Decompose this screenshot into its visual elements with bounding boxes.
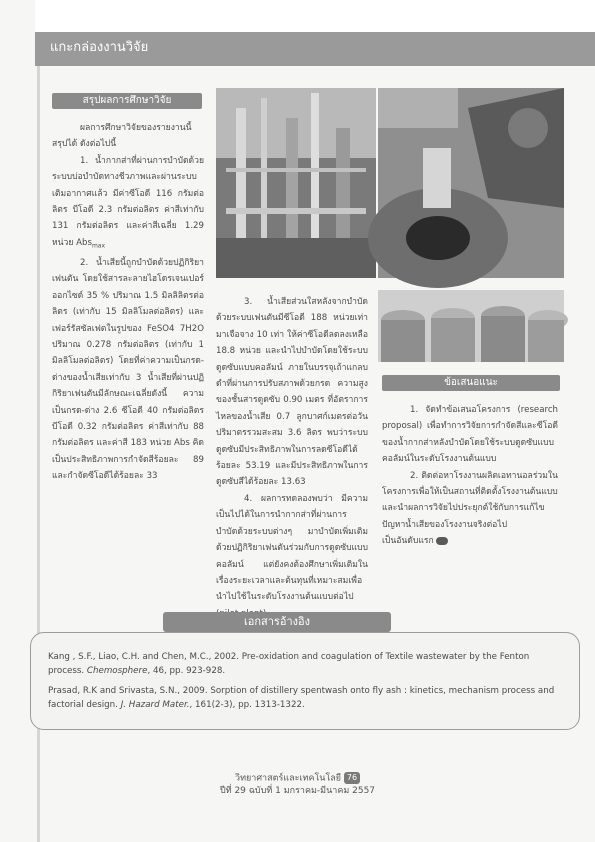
lab-photo — [216, 88, 376, 278]
recommend-end: เป็นอันดับแรก — [382, 533, 558, 549]
summary-point-2: 2. น้ำเสียนี้ถูกบำบัดด้วยปฏิกิริยาเฟนตัน โดยใช้สารละลายไฮโดรเจนเปอร์ออกไซด์ 35 % ปริมาณ 1.5 มิลลิลิตรต่อลิตร (เท่ากับ 15 มิลลิโมลต่อลิตร) และเฟอร์รัสซัลเฟตในรูปของ FeSO4 7H2O ปริมาณ 0.278 กรัมต่อลิตร (เท่ากับ 1 มิลลิโมลต่อลิตร) โดยที่ค่าความเป็นกรด-ด่างของน้ำเสียเท่ากับ 3 น้ำเสียที่ผ่านปฏิกิริยาเฟนตันมีลักษณะเฉลี่ยดังนี้ ความเป็นกรด-ด่าง 2.6 ซีโอดี 40 กรัมต่อลิตร บีโอดี 0.32 กรัมต่อลิตร ค่าสีเท่ากับ 88 กรัมต่อลิตร และค่าสี 183 หน่วย Abs คิดเป็นประสิทธิภาพการกำจัดสีร้อยละ 89 และกำจัดซีโอดีได้ร้อยละ 33 — [52, 257, 204, 482]
recommend-point-2: 2. ติดต่อหาโรงงานผลิตเอทานอลร่วมในโครงการเพื่อให้เป็นสถานที่ติดตั้งโรงงานต้นแบบและนำผลการวิจัยไปประยุกต์ใช้กับการแก้ไขปัญหาน้ำเสียของโรงงานจริงต่อไป — [382, 470, 558, 530]
end-mark-icon — [436, 537, 448, 545]
references-heading: เอกสารอ้างอิง — [163, 612, 391, 632]
summary-heading: สรุปผลการศึกษาวิจัย — [52, 93, 202, 109]
worker-well-image — [378, 88, 564, 278]
summary-column-1 — [52, 120, 204, 570]
barrels-image — [378, 290, 564, 362]
summary-point-1: 1. น้ำกากส่าที่ผ่านการบำบัดด้วยระบบบ่อบำบัดทางชีวภาพและผ่านระบบเติมอากาศแล้ว มีค่าซีโอดี 116 กรัมต่อลิตร บีโอดี 2.3 กรัมต่อลิตร ค่าสีเท่ากับ 131 กรัมต่อลิตร และค่าสีเฉลี่ย 1.29 หน่วย Abs$_{max}$ — [52, 155, 204, 250]
lab-equipment-image — [216, 88, 376, 278]
page-number: 76 — [344, 772, 360, 784]
references-box — [30, 632, 580, 730]
recommend-heading: ข้อเสนอแนะ — [382, 375, 560, 391]
summary-intro: ผลการศึกษาวิจัยของรายงานนี้ สรุปได้ ดังต่อไปนี้ — [52, 123, 192, 150]
summary-column-2 — [216, 294, 369, 603]
reference-item: Prasad, R.K and Srivasta, S.N., 2009. Sorption of distillery spentwash onto fly ash : kinetics, mechanism process and factorial design. J. Hazard Mater., 161(2-3), pp. 1313-1322. — [48, 686, 555, 710]
worker-photo — [378, 88, 564, 278]
summary-point-4: 4. ผลการทดลองพบว่า มีความเป็นไปได้ในการนำกากส่าที่ผ่านการบำบัดด้วยระบบต่างๆ มาบำบัดเพิ่มเติมด้วยปฏิกิริยาเฟนตันร่วมกับการดูดซับแบบคอลัมน์ แต่ยังคงต้องศึกษาเพิ่มเติมในเรื่องระยะเวลาและต้นทุนที่เหมาะสมเพื่อนำไปใช้ในระดับโรงงานต้นแบบต่อไป — [216, 493, 369, 603]
recommend-column — [382, 402, 558, 582]
recommend-point-1: 1. จัดทำข้อเสนอโครงการ (research proposal) เพื่อทำการวิจัยการกำจัดสีและซีโอดีของน้ำกากส่าหลังบำบัดโดยใช้ระบบดูดซับแบบคอลัมน์ในระดับโรงงานต้นแบบ — [382, 405, 558, 465]
magazine-name: วิทยาศาสตร์และเทคโนโลยี — [235, 773, 342, 784]
issue-info: ปีที่ 29 ฉบับที่ 1 มกราคม-มีนาคม 2557 — [219, 785, 376, 796]
barrels-photo — [378, 290, 564, 362]
reference-item: Kang , S.F., Liao, C.H. and Chen, M.C., 2002. Pre-oxidation and coagulation of Textile wastewater by the Fenton process. Chemosphere, 46, pp. 923-928. — [48, 652, 530, 676]
summary-point-3: 3. น้ำเสียส่วนใสหลังจากบำบัดด้วยระบบเฟนตันมีซีโอดี 188 หน่วยเท่ามาเจือจาง 10 เท่า ให้ค่าซีโอดีลดลงเหลือ 18.8 หน่วย และนำไปบำบัดโดยใช้ระบบดูดซับแบบคอลัมน์ ภายในบรรจุเถ้าแกลบดำที่ผ่านการปรับสภาพด้วยกรด ความสูงของชั้นสารดูดซับ 0.90 เมตร ที่อัตราการไหลของน้ำเสีย 0.7 ลูกบาศก์เมตรต่อวัน ปริมาตรรวมสะสม 3.6 ลิตร พบว่าระบบดูดซับมีประสิทธิภาพในการลดซีโอดีได้ร้อยละ 53.19 และมีประสิทธิภาพในการดูดซับสีได้ร้อยละ 13.63 — [216, 297, 368, 488]
header-top-strip — [35, 0, 595, 32]
page-footer — [0, 772, 595, 797]
section-label: แกะกล่องงานวิจัย — [50, 40, 149, 55]
